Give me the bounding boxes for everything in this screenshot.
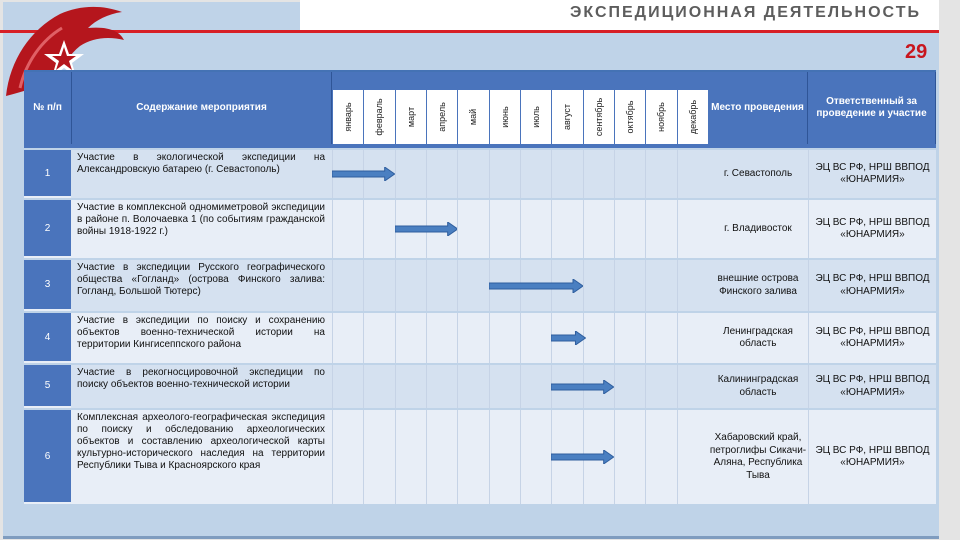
row-responsible: ЭЦ ВС РФ, НРШ ВВПОД «ЮНАРМИЯ» bbox=[808, 200, 936, 258]
row-place: Калининградская область bbox=[717, 374, 799, 398]
timeline-arrow-icon bbox=[551, 450, 614, 464]
month-cell bbox=[426, 410, 457, 504]
month-header-cell bbox=[583, 90, 614, 144]
column-header-content: Содержание мероприятия bbox=[72, 72, 332, 144]
month-label: апрель bbox=[437, 102, 448, 132]
month-cell bbox=[520, 410, 551, 504]
row-content: Участие в комплексной одномиметровой экспедиции в районе п. Волочаевка 1 (по событиям гражданской войны 1918-1922 г.) bbox=[77, 202, 325, 237]
month-cell bbox=[457, 313, 488, 363]
month-cell bbox=[332, 260, 363, 311]
month-cell bbox=[489, 150, 520, 198]
month-cell bbox=[363, 365, 394, 408]
month-cell bbox=[645, 260, 676, 311]
month-header-cell bbox=[645, 90, 676, 144]
month-label: май bbox=[468, 108, 479, 126]
row-number: 3 bbox=[24, 260, 71, 311]
month-cell bbox=[363, 260, 394, 311]
month-cell bbox=[457, 150, 488, 198]
month-cell bbox=[677, 150, 708, 198]
month-header-cell bbox=[363, 90, 394, 144]
row-responsible: ЭЦ ВС РФ, НРШ ВВПОД «ЮНАРМИЯ» bbox=[808, 313, 936, 363]
month-cell bbox=[677, 365, 708, 408]
month-cell bbox=[677, 410, 708, 504]
month-label: август bbox=[562, 103, 573, 131]
month-cell bbox=[551, 200, 582, 258]
row-responsible: ЭЦ ВС РФ, НРШ ВВПОД «ЮНАРМИЯ» bbox=[808, 260, 936, 311]
row-place: г. Севастополь bbox=[723, 167, 793, 179]
row-place: Хабаровский край, петроглифы Сикачи-Аляна, Республика Тыва bbox=[709, 432, 807, 481]
timeline-arrow-icon bbox=[551, 380, 614, 394]
month-cell bbox=[332, 313, 363, 363]
month-cell bbox=[614, 260, 645, 311]
month-cell bbox=[614, 200, 645, 258]
month-cell bbox=[489, 365, 520, 408]
month-cell bbox=[614, 313, 645, 363]
row-responsible: ЭЦ ВС РФ, НРШ ВВПОД «ЮНАРМИЯ» bbox=[808, 365, 936, 408]
month-cell bbox=[332, 365, 363, 408]
month-cell bbox=[520, 313, 551, 363]
month-cell bbox=[489, 313, 520, 363]
month-label: декабрь bbox=[687, 99, 698, 135]
accent-divider bbox=[0, 30, 939, 33]
timeline-arrow-icon bbox=[551, 331, 585, 345]
row-content: Участие в экологической экспедиции на Александровскую батарею (г. Севастополь) bbox=[77, 152, 325, 175]
month-cell bbox=[457, 410, 488, 504]
month-header-cell bbox=[457, 90, 488, 144]
column-header-responsible: Ответственный за проведение и участие bbox=[808, 72, 936, 144]
column-header-number: № п/п bbox=[24, 72, 72, 144]
month-cell bbox=[677, 260, 708, 311]
row-content: Участие в экспедиции Русского географического общества «Гогланд» (острова Финского залива: Гогланд, Большой Тютерс) bbox=[77, 262, 325, 297]
month-cell bbox=[520, 150, 551, 198]
month-cell bbox=[614, 410, 645, 504]
month-cell bbox=[426, 260, 457, 311]
month-label: сентябрь bbox=[593, 97, 604, 137]
column-header-place: Место проведения bbox=[708, 72, 808, 144]
month-cell bbox=[677, 200, 708, 258]
month-cell bbox=[332, 410, 363, 504]
page-number: 29 bbox=[905, 41, 928, 63]
month-cell bbox=[583, 200, 614, 258]
row-place: г. Владивосток bbox=[724, 222, 792, 234]
month-cell bbox=[551, 150, 582, 198]
month-cell bbox=[583, 260, 614, 311]
month-header-cell bbox=[395, 90, 426, 144]
month-cell bbox=[457, 365, 488, 408]
table-header-bottomline bbox=[24, 144, 936, 148]
month-header-cell bbox=[426, 90, 457, 144]
row-number: 4 bbox=[24, 313, 71, 363]
row-responsible: ЭЦ ВС РФ, НРШ ВВПОД «ЮНАРМИЯ» bbox=[808, 410, 936, 504]
month-cell bbox=[363, 200, 394, 258]
month-cell bbox=[395, 410, 426, 504]
month-cell bbox=[395, 365, 426, 408]
month-header-cell bbox=[489, 90, 520, 144]
month-cell bbox=[645, 200, 676, 258]
month-cell bbox=[332, 200, 363, 258]
month-label: июнь bbox=[499, 106, 510, 128]
row-number: 6 bbox=[24, 410, 71, 504]
timeline-arrow-icon bbox=[489, 279, 583, 293]
month-cell bbox=[457, 260, 488, 311]
month-cell bbox=[457, 200, 488, 258]
month-header-cell bbox=[614, 90, 645, 144]
month-cell bbox=[645, 150, 676, 198]
month-cell bbox=[395, 150, 426, 198]
month-header-cell bbox=[332, 90, 363, 144]
month-label: июль bbox=[531, 106, 542, 128]
month-label: март bbox=[405, 106, 416, 128]
month-cell bbox=[677, 313, 708, 363]
month-cell bbox=[395, 260, 426, 311]
row-content: Участие в экспедиции по поиску и сохранению объектов военно-технической истории на территории Кингисеппского района bbox=[77, 315, 325, 350]
row-content: Участие в рекогносцировочной экспедиции по поиску объектов военно-технической истории bbox=[77, 367, 325, 390]
month-label: ноябрь bbox=[656, 102, 667, 132]
month-cell bbox=[583, 313, 614, 363]
row-number: 2 bbox=[24, 200, 71, 258]
row-place: внешние острова Финского залива bbox=[717, 273, 799, 297]
month-label: октябрь bbox=[625, 100, 636, 134]
month-cell bbox=[614, 365, 645, 408]
month-cell bbox=[645, 410, 676, 504]
month-cell bbox=[395, 313, 426, 363]
month-cell bbox=[426, 150, 457, 198]
row-content: Комплексная археолого-географическая экспедиция по поиску и обследованию археологических объектов и составлению археологической карты культурно-исторического наследия на территории Республики Тыва и Красноярского края bbox=[77, 412, 325, 471]
month-label: февраль bbox=[374, 98, 385, 136]
month-label: январь bbox=[343, 102, 354, 132]
row-number: 5 bbox=[24, 365, 71, 408]
page-title: ЭКСПЕДИЦИОННАЯ ДЕЯТЕЛЬНОСТЬ bbox=[570, 4, 921, 21]
month-header-cell bbox=[677, 90, 708, 144]
month-cell bbox=[363, 410, 394, 504]
timeline-arrow-icon bbox=[395, 222, 458, 236]
month-cell bbox=[363, 313, 394, 363]
month-cell bbox=[583, 150, 614, 198]
month-cell bbox=[645, 365, 676, 408]
month-cell bbox=[520, 365, 551, 408]
month-cell bbox=[645, 313, 676, 363]
month-header-cell bbox=[551, 90, 582, 144]
timeline-arrow-icon bbox=[332, 167, 395, 181]
month-header-cell bbox=[520, 90, 551, 144]
month-cell bbox=[614, 150, 645, 198]
month-cell bbox=[426, 365, 457, 408]
row-place: Ленинградская область bbox=[723, 325, 793, 349]
row-responsible: ЭЦ ВС РФ, НРШ ВВПОД «ЮНАРМИЯ» bbox=[808, 150, 936, 198]
months-header-band bbox=[332, 72, 708, 90]
month-cell bbox=[520, 200, 551, 258]
month-cell bbox=[426, 313, 457, 363]
month-cell bbox=[489, 200, 520, 258]
month-cell bbox=[489, 410, 520, 504]
row-number: 1 bbox=[24, 150, 71, 198]
